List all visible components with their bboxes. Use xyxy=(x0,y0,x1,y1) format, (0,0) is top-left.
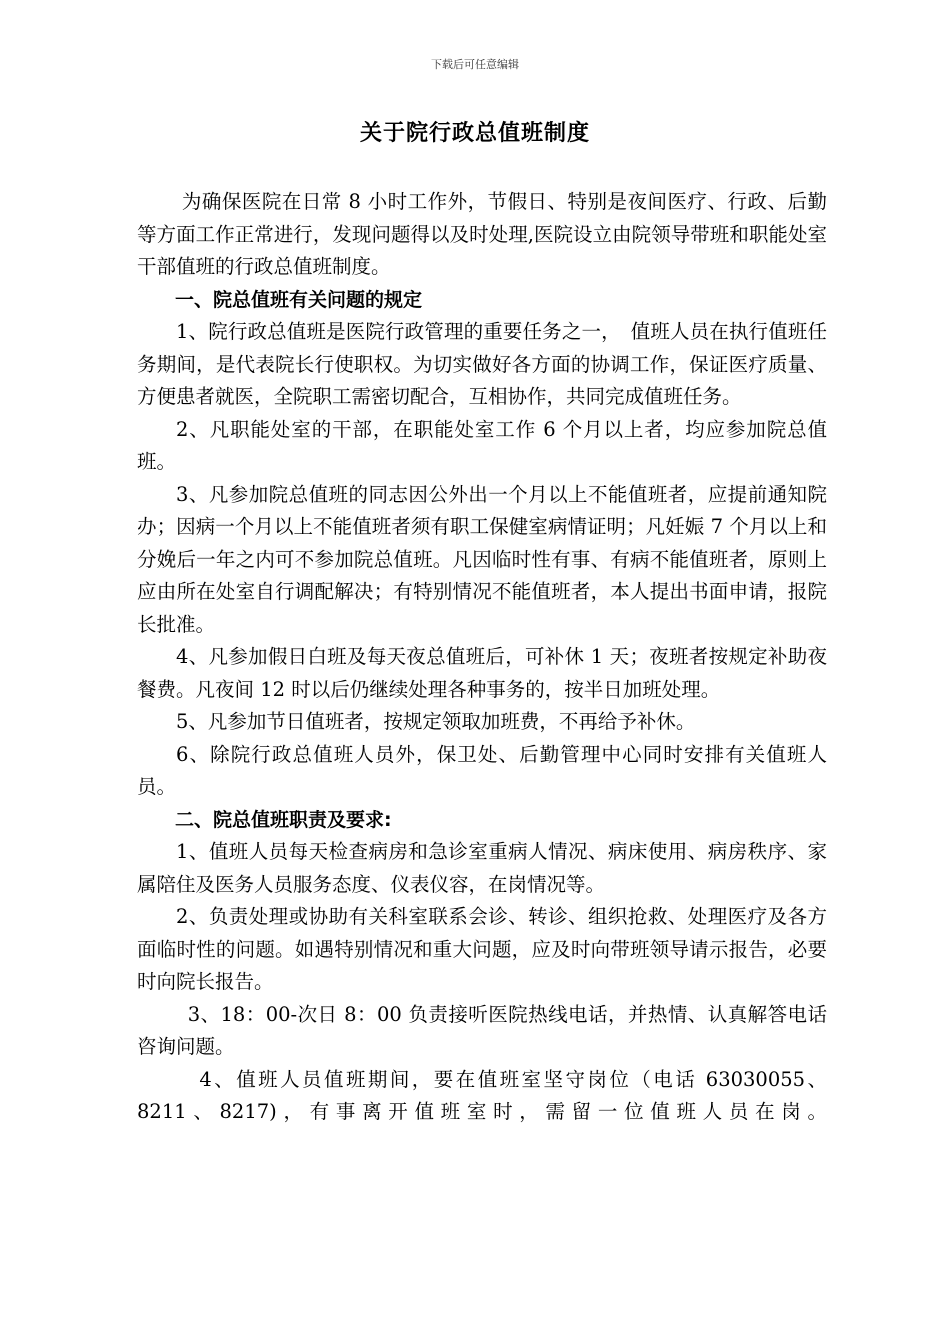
header-note: 下载后可任意编辑 xyxy=(431,58,519,71)
section-2-item: 3、18：00-次日 8：00 负责接听医院热线电话，并热情、认真解答电话咨询问题。 xyxy=(137,1002,827,1058)
section-2-item: 2、负责处理或协助有关科室联系会诊、转诊、组织抢救、处理医疗及各方面临时性的问题。如遇特别情况和重大问题，应及时向带班领导请示报告，必要时向院长报告。 xyxy=(137,905,827,993)
section-1-item: 2、凡职能处室的干部，在职能处室工作 6 个月以上者，均应参加院总值班。 xyxy=(137,417,827,473)
section-1-item: 5、凡参加节日值班者，按规定领取加班费，不再给予补休。 xyxy=(176,710,696,733)
section-2-item: 1、值班人员每天检查病房和急诊室重病人情况、病床使用、病房秩序、家属陪住及医务人员服务态度、仪表仪容，在岗情况等。 xyxy=(137,840,827,896)
section-1-item: 1、院行政总值班是医院行政管理的重要任务之一， 值班人员在执行值班任务期间，是代表院长行使职权。为切实做好各方面的协调工作，保证医疗质量、方便患者就医，全院职工需密切配合，互相协作，共同完成值班任务。 xyxy=(137,320,827,408)
section-2-heading: 二、院总值班职责及要求: xyxy=(175,808,392,831)
intro-paragraph: 为确保医院在日常 8 小时工作外，节假日、特别是夜间医疗、行政、后勤等方面工作正常进行，发现问题得以及时处理,医院设立由院领导带班和职能处室干部值班的行政总值班制度。 xyxy=(137,190,827,278)
section-1-item: 3、凡参加院总值班的同志因公外出一个月以上不能值班者，应提前通知院办；因病一个月以上不能值班者须有职工保健室病情证明；凡妊娠 7 个月以上和分娩后一年之内可不参加院总值班。凡因临时性有事、有病不能值班者，原则上应由所在处室自行调配解决；有特别情况不能值班者，本人提出书面申请，报院长批准。 xyxy=(137,482,827,636)
section-1-heading: 一、院总值班有关问题的规定 xyxy=(175,288,423,311)
section-2-item: 4、值班人员值班期间，要在值班室坚守岗位（电话 63030055、8211、8217)，有事离开值班室时，需留一位值班人员在岗。 xyxy=(137,1067,827,1123)
section-1-item: 4、凡参加假日白班及每天夜总值班后，可补休 1 天；夜班者按规定补助夜餐费。凡夜间 12 时以后仍继续处理各种事务的，按半日加班处理。 xyxy=(137,645,827,701)
document-title: 关于院行政总值班制度 xyxy=(359,121,590,146)
document-body xyxy=(137,186,827,1129)
section-1-item: 6、除院行政总值班人员外，保卫处、后勤管理中心同时安排有关值班人员。 xyxy=(137,742,827,798)
